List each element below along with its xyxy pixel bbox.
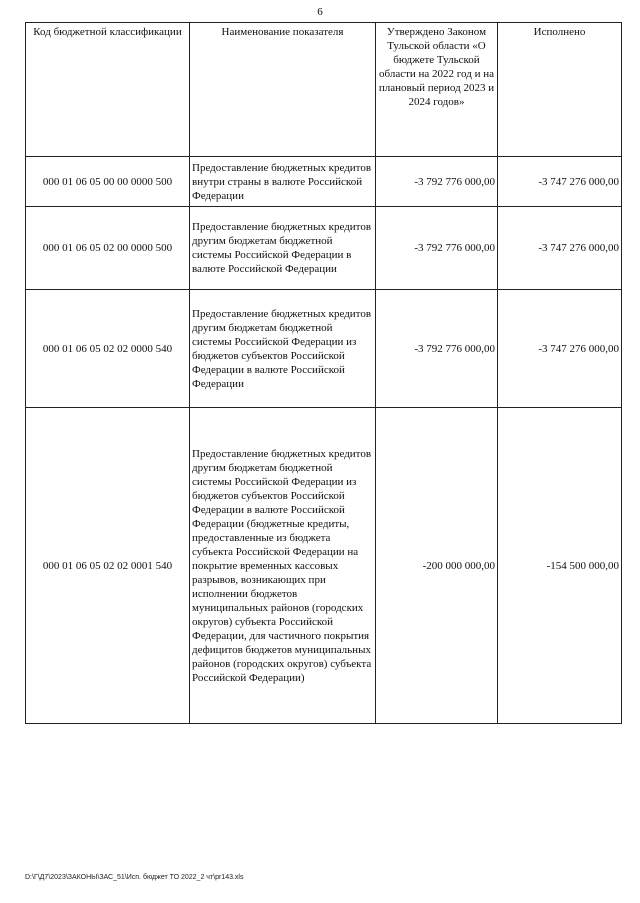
row-name: Предоставление бюджетных кредитов внутри страны в валюте Российской Федерации xyxy=(190,157,376,207)
row-executed: -154 500 000,00 xyxy=(498,408,622,724)
row-executed: -3 747 276 000,00 xyxy=(498,290,622,408)
row-approved: -3 792 776 000,00 xyxy=(376,157,498,207)
budget-table xyxy=(25,22,622,724)
row-approved: -3 792 776 000,00 xyxy=(376,290,498,408)
row-name: Предоставление бюджетных кредитов другим бюджетам бюджетной системы Российской Федерации из бюджетов субъектов Российской Федерации в валюте Российской Федерации xyxy=(190,290,376,408)
table-header-row xyxy=(26,23,622,157)
table-row xyxy=(26,290,622,408)
row-code: 000 01 06 05 02 00 0000 500 xyxy=(26,207,190,290)
header-approved: Утверждено Законом Тульской области «О бюджете Тульской области на 2022 год и на плановый период 2023 и 2024 годов» xyxy=(376,23,498,157)
row-code: 000 01 06 05 02 02 0001 540 xyxy=(26,408,190,724)
row-code: 000 01 06 05 02 02 0000 540 xyxy=(26,290,190,408)
row-code: 000 01 06 05 00 00 0000 500 xyxy=(26,157,190,207)
file-path-footer: D:\Г\Д7\2023\ЗАКОНЫ\ЗАС_51\Исп. бюджет ТО 2022_2 чт\pr143.xls xyxy=(25,874,244,881)
header-name: Наименование показателя xyxy=(190,23,376,157)
table-row xyxy=(26,157,622,207)
table-row xyxy=(26,408,622,724)
row-approved: -3 792 776 000,00 xyxy=(376,207,498,290)
row-name: Предоставление бюджетных кредитов другим бюджетам бюджетной системы Российской Федерации в валюте Российской Федерации xyxy=(190,207,376,290)
row-executed: -3 747 276 000,00 xyxy=(498,207,622,290)
row-executed: -3 747 276 000,00 xyxy=(498,157,622,207)
table-row xyxy=(26,207,622,290)
header-code: Код бюджетной классификации xyxy=(26,23,190,157)
row-name: Предоставление бюджетных кредитов другим бюджетам бюджетной системы Российской Федерации из бюджетов субъектов Российской Федерации в валюте Российской Федерации (бюджетные кредиты, предоставленные из бюджета субъекта Российской Федерации на покрытие временных кассовых разрывов, возникающих при исполнении бюджетов муниципальных районов (городских округов) субъекта Российской Федерации, для частичного покрытия дефицитов бюджетов муниципальных районов (городских округов) субъекта Российской Федерации) xyxy=(190,408,376,724)
row-approved: -200 000 000,00 xyxy=(376,408,498,724)
header-executed: Исполнено xyxy=(498,23,622,157)
page-number: 6 xyxy=(317,6,323,18)
